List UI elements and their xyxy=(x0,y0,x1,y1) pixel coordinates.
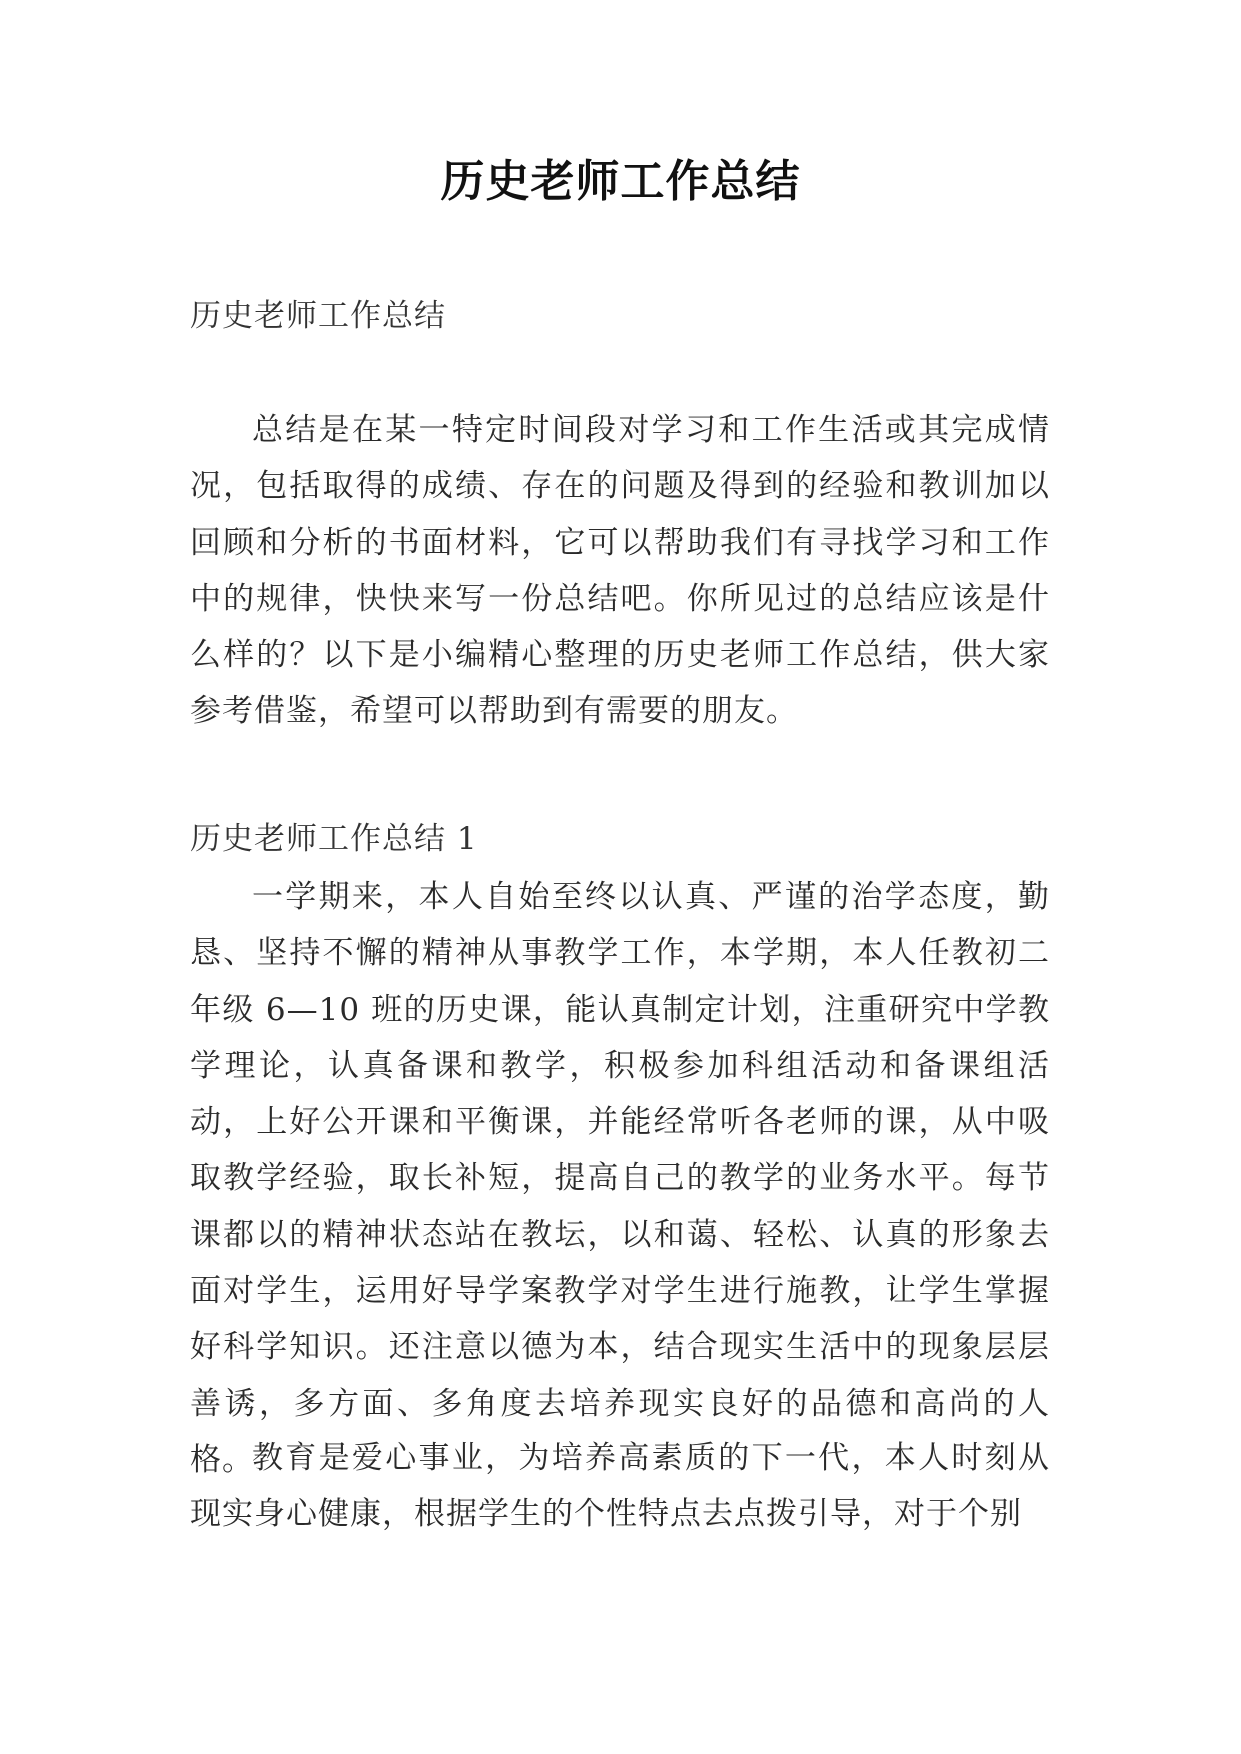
intro-paragraph: 总结是在某一特定时间段对学习和工作生活或其完成情况，包括取得的成绩、存在的问题及得到的经验和教训加以回顾和分析的书面材料，它可以帮助我们有寻找学习和工作中的规律，快快来写一份总结吧。你所见过的总结应该是什么样的？以下是小编精心整理的历史老师工作总结，供大家参考借鉴，希望可以帮助到有需要的朋友。 xyxy=(190,412,1050,730)
document-subtitle: 历史老师工作总结 xyxy=(190,298,446,334)
body-paragraph-1: 一学期来，本人自始至终以认真、严谨的治学态度，勤恳、坚持不懈的精神从事教学工作，本学期，本人任教初二年级 6—10 班的历史课，能认真制定计划，注重研究中学教学理论，认真备课和教学，积极参加科组活动和备课组活动，上好公开课和平衡课，并能经常听各老师的课，从中吸取教学经验，取长补短，提高自己的教学的业务水平。每节课都以的精神状态站在教坛，以和蔼、轻松、认真的形象去面对学生，运用好导学案教学对学生进行施教，让学生掌握好科学知识。还注意以德为本，结合现实生活中的现象层层善诱，多方面、多角度去培养现实良好的品德和高尚的人格。 xyxy=(190,879,1050,1478)
body-paragraph-2: 教育是爱心事业，为培养高素质的下一代，本人时刻从现实身心健康，根据学生的个性特点去点拨引导，对于个别 xyxy=(190,1440,1050,1533)
section-heading: 历史老师工作总结 1 xyxy=(190,821,478,857)
document-title: 历史老师工作总结 xyxy=(440,156,801,207)
